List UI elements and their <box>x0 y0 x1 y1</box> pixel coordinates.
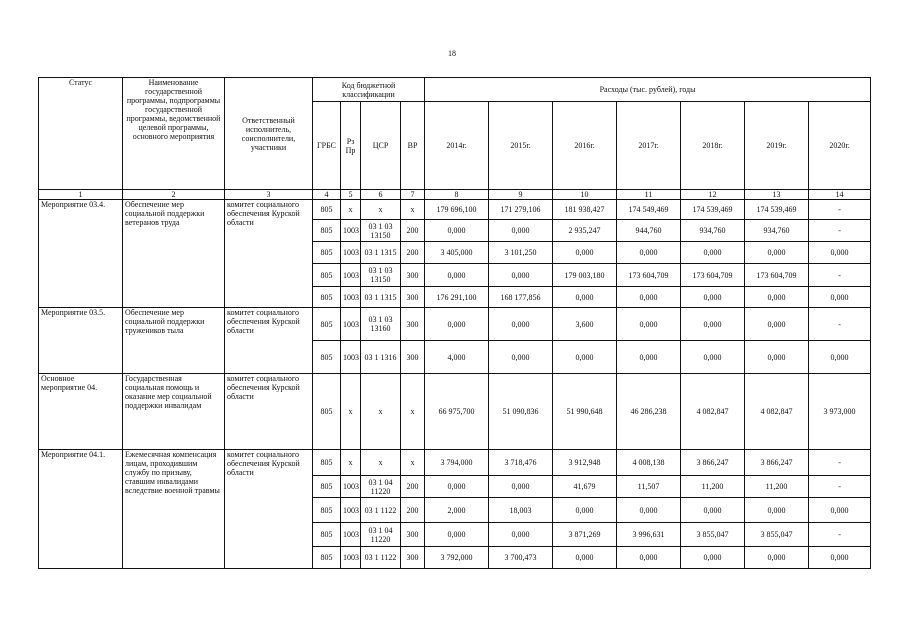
expense-2019-cell: 934,760 <box>745 220 809 242</box>
grbs-cell: 805 <box>313 308 341 341</box>
expense-2018-cell: 3 855,047 <box>681 523 745 547</box>
expense-2017-cell: 0,000 <box>617 287 681 308</box>
expense-2016-cell: 3 871,269 <box>553 523 617 547</box>
table-header <box>39 78 871 200</box>
grbs-cell: 805 <box>313 200 341 220</box>
rzpr-cell: 1003 <box>341 547 361 569</box>
vr-cell: 200 <box>401 220 425 242</box>
expense-2017-cell: 11,507 <box>617 476 681 498</box>
executor-cell: комитет социального обеспечения Курской области <box>225 308 313 374</box>
expense-2020-cell: - <box>809 308 871 341</box>
expense-2018-cell: 11,200 <box>681 476 745 498</box>
expense-2017-cell: 0,000 <box>617 308 681 341</box>
expense-2014-cell: 179 696,100 <box>425 200 489 220</box>
executor-cell: комитет социального обеспечения Курской области <box>225 450 313 569</box>
expense-2018-cell: 173 604,709 <box>681 264 745 287</box>
header-rzpr: Рз Пр <box>341 102 361 190</box>
grbs-cell: 805 <box>313 374 341 450</box>
grbs-cell: 805 <box>313 498 341 523</box>
rzpr-cell: 1003 <box>341 308 361 341</box>
expense-2020-cell: 3 973,000 <box>809 374 871 450</box>
expense-2014-cell: 176 291,100 <box>425 287 489 308</box>
expense-2014-cell: 0,000 <box>425 264 489 287</box>
executor-cell: комитет социального обеспечения Курской области <box>225 200 313 308</box>
expense-2017-cell: 173 604,709 <box>617 264 681 287</box>
column-number: 14 <box>809 190 871 200</box>
vr-cell: 300 <box>401 523 425 547</box>
rzpr-cell: 1003 <box>341 341 361 374</box>
column-number: 13 <box>745 190 809 200</box>
expense-2014-cell: 2,000 <box>425 498 489 523</box>
expense-2015-cell: 0,000 <box>489 523 553 547</box>
grbs-cell: 805 <box>313 476 341 498</box>
rzpr-cell: 1003 <box>341 242 361 264</box>
column-number: 5 <box>341 190 361 200</box>
csr-cell: 03 1 1122 <box>361 547 401 569</box>
expense-2019-cell: 4 082,847 <box>745 374 809 450</box>
expense-2017-cell: 0,000 <box>617 547 681 569</box>
header-csr: ЦСР <box>361 102 401 190</box>
table-row <box>39 200 871 220</box>
header-vr: ВР <box>401 102 425 190</box>
expense-2018-cell: 934,760 <box>681 220 745 242</box>
expense-2019-cell: 0,000 <box>745 498 809 523</box>
rzpr-cell: x <box>341 374 361 450</box>
name-cell: Государственная социальная помощь и оказание мер социальной поддержки инвалидам <box>123 374 225 450</box>
expense-2016-cell: 0,000 <box>553 498 617 523</box>
budget-table <box>38 77 871 569</box>
expense-2019-cell: 11,200 <box>745 476 809 498</box>
expense-2018-cell: 0,000 <box>681 341 745 374</box>
column-number-row <box>39 190 871 200</box>
expense-2017-cell: 4 008,138 <box>617 450 681 476</box>
name-cell: Ежемесячная компенсация лицам, проходившим службу по призыву, ставшим инвалидами вследствие военной травмы <box>123 450 225 569</box>
csr-cell: 03 1 03 13160 <box>361 308 401 341</box>
expense-2015-cell: 0,000 <box>489 220 553 242</box>
expense-2017-cell: 0,000 <box>617 498 681 523</box>
status-cell: Мероприятие 03.4. <box>39 200 123 308</box>
rzpr-cell: x <box>341 450 361 476</box>
grbs-cell: 805 <box>313 287 341 308</box>
expense-2015-cell: 3 101,250 <box>489 242 553 264</box>
page-number: 18 <box>448 49 456 58</box>
header-expenses: Расходы (тыс. рублей), годы <box>425 78 871 102</box>
vr-cell: x <box>401 374 425 450</box>
expense-2016-cell: 2 935,247 <box>553 220 617 242</box>
expense-2020-cell: - <box>809 476 871 498</box>
column-number: 1 <box>39 190 123 200</box>
csr-cell: 03 1 1315 <box>361 242 401 264</box>
rzpr-cell: 1003 <box>341 498 361 523</box>
header-year-2018: 2018г. <box>681 102 745 190</box>
rzpr-cell: 1003 <box>341 220 361 242</box>
csr-cell: 03 1 1315 <box>361 287 401 308</box>
expense-2015-cell: 171 279,106 <box>489 200 553 220</box>
name-cell: Обеспечение мер социальной поддержки тружеников тыла <box>123 308 225 374</box>
header-name: Наименование государственной программы, подпрограммы государственной программы, ведомственной целевой программы, основного мероприятия <box>123 78 225 190</box>
vr-cell: x <box>401 200 425 220</box>
expense-2014-cell: 0,000 <box>425 476 489 498</box>
expense-2016-cell: 0,000 <box>553 547 617 569</box>
expense-2017-cell: 46 286,238 <box>617 374 681 450</box>
expense-2014-cell: 0,000 <box>425 308 489 341</box>
header-year-2019: 2019г. <box>745 102 809 190</box>
column-number: 11 <box>617 190 681 200</box>
header-year-2020: 2020г. <box>809 102 871 190</box>
expense-2020-cell: 0,000 <box>809 498 871 523</box>
rzpr-cell: 1003 <box>341 523 361 547</box>
expense-2016-cell: 0,000 <box>553 287 617 308</box>
expense-2020-cell: - <box>809 264 871 287</box>
grbs-cell: 805 <box>313 341 341 374</box>
expense-2016-cell: 41,679 <box>553 476 617 498</box>
column-number: 7 <box>401 190 425 200</box>
expense-2020-cell: 0,000 <box>809 547 871 569</box>
expense-2015-cell: 0,000 <box>489 341 553 374</box>
header-year-2016: 2016г. <box>553 102 617 190</box>
expense-2020-cell: 0,000 <box>809 287 871 308</box>
grbs-cell: 805 <box>313 450 341 476</box>
column-number: 12 <box>681 190 745 200</box>
expense-2018-cell: 0,000 <box>681 308 745 341</box>
grbs-cell: 805 <box>313 220 341 242</box>
expense-2014-cell: 0,000 <box>425 220 489 242</box>
vr-cell: 300 <box>401 341 425 374</box>
expense-2016-cell: 3 912,948 <box>553 450 617 476</box>
expense-2020-cell: - <box>809 200 871 220</box>
column-number: 4 <box>313 190 341 200</box>
expense-2015-cell: 51 090,836 <box>489 374 553 450</box>
expense-2017-cell: 174 549,469 <box>617 200 681 220</box>
expense-2016-cell: 3,600 <box>553 308 617 341</box>
expense-2019-cell: 0,000 <box>745 547 809 569</box>
grbs-cell: 805 <box>313 264 341 287</box>
csr-cell: x <box>361 374 401 450</box>
expense-2015-cell: 168 177,856 <box>489 287 553 308</box>
expense-2018-cell: 3 866,247 <box>681 450 745 476</box>
expense-2015-cell: 0,000 <box>489 264 553 287</box>
table-row <box>39 308 871 341</box>
expense-2019-cell: 3 855,047 <box>745 523 809 547</box>
vr-cell: 200 <box>401 498 425 523</box>
expense-2017-cell: 0,000 <box>617 242 681 264</box>
header-status: Статус <box>39 78 123 190</box>
csr-cell: 03 1 1316 <box>361 341 401 374</box>
expense-2016-cell: 179 003,180 <box>553 264 617 287</box>
expense-2018-cell: 0,000 <box>681 547 745 569</box>
name-cell: Обеспечение мер социальной поддержки ветеранов труда <box>123 200 225 308</box>
expense-2017-cell: 944,760 <box>617 220 681 242</box>
expense-2014-cell: 3 794,000 <box>425 450 489 476</box>
header-year-2014: 2014г. <box>425 102 489 190</box>
rzpr-cell: x <box>341 200 361 220</box>
vr-cell: 300 <box>401 287 425 308</box>
expense-2015-cell: 3 718,476 <box>489 450 553 476</box>
expense-2019-cell: 3 866,247 <box>745 450 809 476</box>
column-number: 2 <box>123 190 225 200</box>
expense-2017-cell: 3 996,631 <box>617 523 681 547</box>
expense-2019-cell: 0,000 <box>745 308 809 341</box>
grbs-cell: 805 <box>313 523 341 547</box>
vr-cell: 300 <box>401 264 425 287</box>
column-number: 9 <box>489 190 553 200</box>
expense-2014-cell: 0,000 <box>425 523 489 547</box>
expense-2019-cell: 174 539,469 <box>745 200 809 220</box>
expense-2016-cell: 0,000 <box>553 242 617 264</box>
expense-2020-cell: - <box>809 523 871 547</box>
expense-2015-cell: 3 700,473 <box>489 547 553 569</box>
csr-cell: x <box>361 200 401 220</box>
column-number: 3 <box>225 190 313 200</box>
expense-2016-cell: 0,000 <box>553 341 617 374</box>
table-body <box>39 200 871 569</box>
expense-2017-cell: 0,000 <box>617 341 681 374</box>
column-number: 10 <box>553 190 617 200</box>
column-number: 8 <box>425 190 489 200</box>
header-year-2017: 2017г. <box>617 102 681 190</box>
expense-2016-cell: 51 990,648 <box>553 374 617 450</box>
expense-2020-cell: 0,000 <box>809 341 871 374</box>
status-cell: Мероприятие 03.5. <box>39 308 123 374</box>
expense-2014-cell: 4,000 <box>425 341 489 374</box>
vr-cell: x <box>401 450 425 476</box>
rzpr-cell: 1003 <box>341 287 361 308</box>
rzpr-cell: 1003 <box>341 264 361 287</box>
table-row <box>39 450 871 476</box>
csr-cell: 03 1 04 11220 <box>361 476 401 498</box>
header-grbs: ГРБС <box>313 102 341 190</box>
csr-cell: 03 1 04 11220 <box>361 523 401 547</box>
vr-cell: 200 <box>401 242 425 264</box>
expense-2018-cell: 0,000 <box>681 242 745 264</box>
csr-cell: x <box>361 450 401 476</box>
expense-2019-cell: 0,000 <box>745 341 809 374</box>
expense-2018-cell: 174 539,469 <box>681 200 745 220</box>
rzpr-cell: 1003 <box>341 476 361 498</box>
expense-2019-cell: 173 604,709 <box>745 264 809 287</box>
table-row <box>39 374 871 450</box>
csr-cell: 03 1 03 13150 <box>361 264 401 287</box>
expense-2020-cell: - <box>809 450 871 476</box>
expense-2014-cell: 66 975,700 <box>425 374 489 450</box>
expense-2015-cell: 18,003 <box>489 498 553 523</box>
header-year-2015: 2015г. <box>489 102 553 190</box>
header-budget-code: Код бюджетной классификации <box>313 78 425 102</box>
vr-cell: 300 <box>401 547 425 569</box>
grbs-cell: 805 <box>313 547 341 569</box>
vr-cell: 300 <box>401 308 425 341</box>
expense-2014-cell: 3 792,000 <box>425 547 489 569</box>
header-executor: Ответственный исполнитель, соисполнители, участники <box>225 78 313 190</box>
column-number: 6 <box>361 190 401 200</box>
expense-2019-cell: 0,000 <box>745 287 809 308</box>
expense-2018-cell: 0,000 <box>681 498 745 523</box>
expense-2016-cell: 181 938,427 <box>553 200 617 220</box>
grbs-cell: 805 <box>313 242 341 264</box>
expense-2014-cell: 3 405,000 <box>425 242 489 264</box>
status-cell: Мероприятие 04.1. <box>39 450 123 569</box>
expense-2015-cell: 0,000 <box>489 476 553 498</box>
expense-2018-cell: 0,000 <box>681 287 745 308</box>
csr-cell: 03 1 03 13150 <box>361 220 401 242</box>
expense-2020-cell: - <box>809 220 871 242</box>
csr-cell: 03 1 1122 <box>361 498 401 523</box>
expense-2015-cell: 0,000 <box>489 308 553 341</box>
executor-cell: комитет социального обеспечения Курской области <box>225 374 313 450</box>
expense-2018-cell: 4 082,847 <box>681 374 745 450</box>
vr-cell: 200 <box>401 476 425 498</box>
expense-2019-cell: 0,000 <box>745 242 809 264</box>
status-cell: Основное мероприятие 04. <box>39 374 123 450</box>
expense-2020-cell: 0,000 <box>809 242 871 264</box>
